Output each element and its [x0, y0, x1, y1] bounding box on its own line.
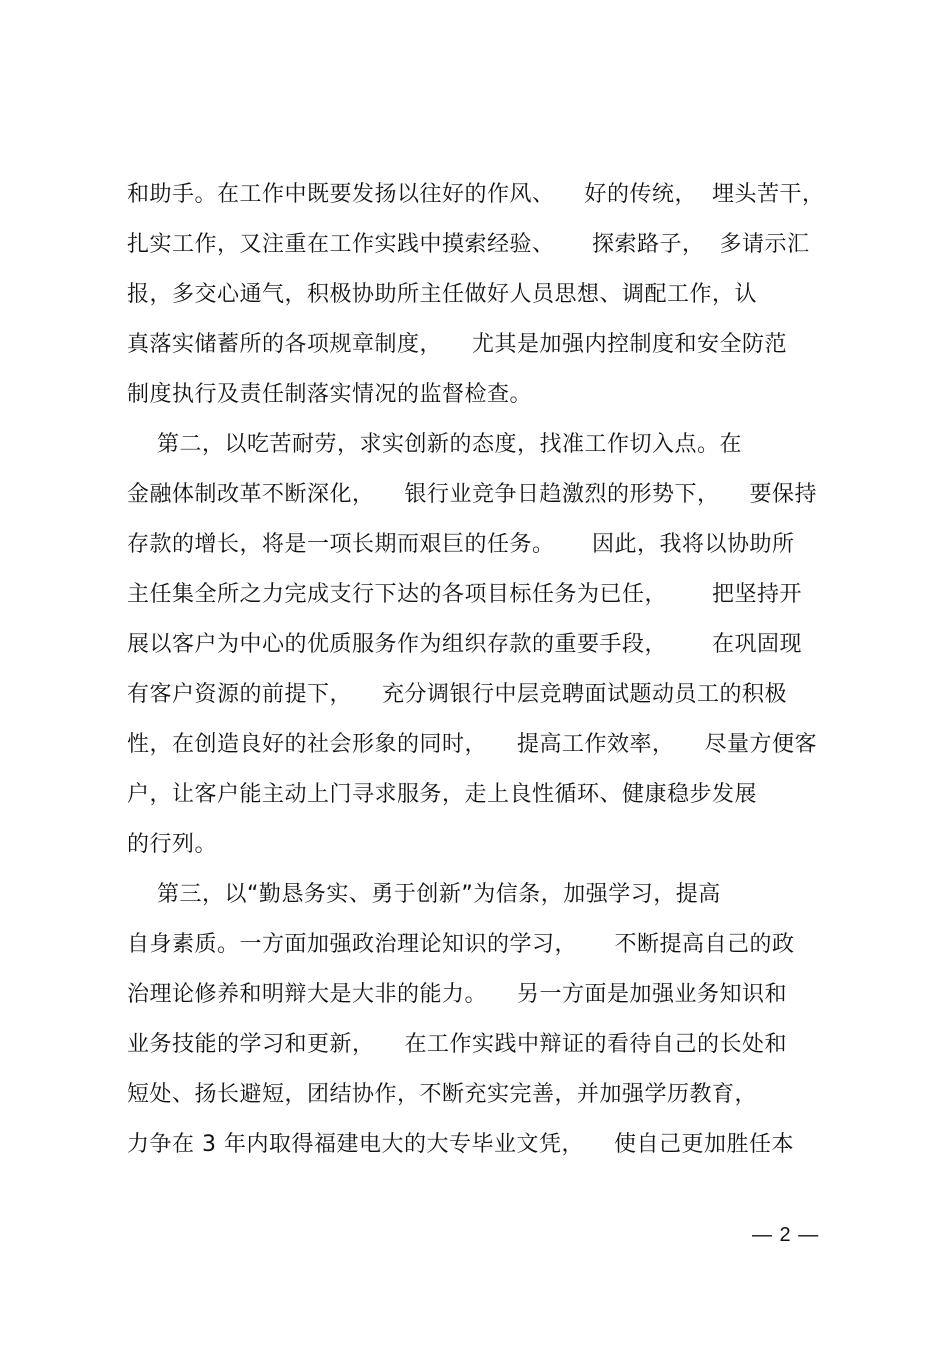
text-line: 和助手。在工作中既要发扬以往好的作风、 好的传统， 埋头苦干， — [127, 182, 825, 207]
text-line: 金融体制改革不断深化， 银行业竞争日趋激烈的形势下， 要保持 — [127, 482, 817, 507]
text-line: 治理论修养和明辩大是大非的能力。 另一方面是加强业务知识和 — [127, 982, 787, 1007]
text-line: 主任集全所之力完成支行下达的各项目标任务为已任， 把坚持开 — [127, 582, 802, 607]
text-line: 业务技能的学习和更新， 在工作实践中辩证的看待自己的长处和 — [127, 1032, 787, 1057]
text-line: 存款的增长，将是一项长期而艰巨的任务。 因此，我将以协助所 — [127, 532, 795, 557]
text-line: 有客户资源的前提下， 充分调银行中层竞聘面试题动员工的积极 — [127, 682, 787, 707]
text-line: 的行列。 — [127, 832, 218, 857]
text-line: 第二，以吃苦耐劳，求实创新的态度，找准工作切入点。在 — [127, 432, 742, 457]
text-line: 性，在创造良好的社会形象的同时， 提高工作效率， 尽量方便客 — [127, 732, 817, 757]
text-line: 自身素质。一方面加强政治理论知识的学习， 不断提高自己的政 — [127, 932, 795, 957]
text-line: 制度执行及责任制落实情况的监督检查。 — [127, 382, 533, 407]
text-line: 报，多交心通气，积极协助所主任做好人员思想、调配工作，认 — [127, 282, 758, 307]
text-line: 扎实工作，又注重在工作实践中摸索经验、 探索路子， 多请示汇 — [127, 232, 810, 257]
text-line: 力争在 3 年内取得福建电大的大专毕业文凭， 使自己更加胜任本 — [127, 1132, 794, 1157]
text-line: 户，让客户能主动上门寻求服务，走上良性循环、健康稳步发展 — [127, 782, 758, 807]
text-line: 展以客户为中心的优质服务作为组织存款的重要手段， 在巩固现 — [127, 632, 802, 657]
text-line: 真落实储蓄所的各项规章制度， 尤其是加强内控制度和安全防范 — [127, 332, 787, 357]
text-line: 短处、扬长避短，团结协作，不断充实完善，并加强学历教育， — [127, 1082, 758, 1107]
page-number: — 2 — — [752, 1224, 820, 1246]
text-line: 第三，以“勤恳务实、勇于创新”为信条，加强学习，提高 — [127, 882, 721, 907]
